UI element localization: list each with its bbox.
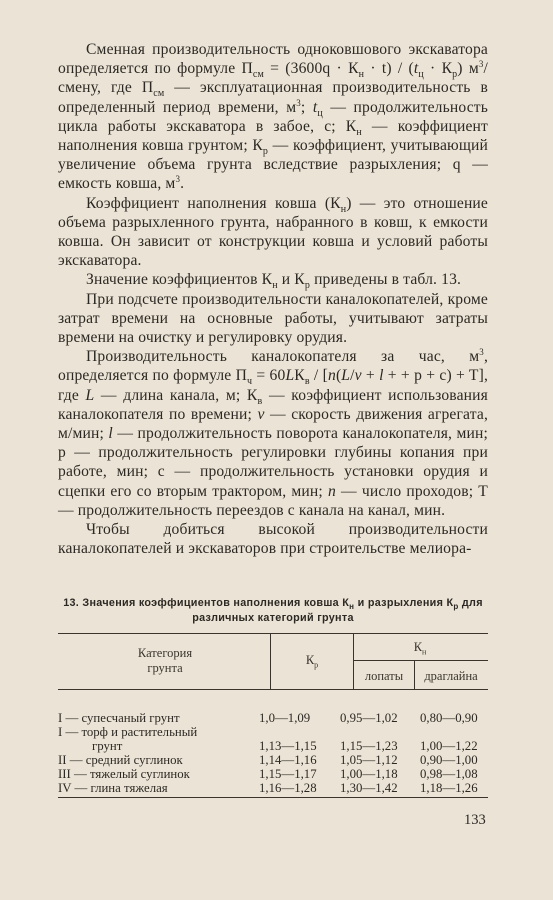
cell-category: I — супесчаный грунт — [58, 711, 180, 725]
cell-category: III — тяжелый суглинок — [58, 767, 190, 781]
cell-kp: 1,0—1,09 — [259, 711, 311, 725]
header-kp: $К_р$ — [305, 653, 319, 670]
table-bottom-rule — [58, 797, 488, 798]
body-text — [58, 40, 488, 558]
cell-shovel: 0,95—1,02 — [340, 711, 398, 725]
table-subheader-rule — [353, 660, 488, 661]
cell-kp: 1,15—1,17 — [259, 767, 317, 781]
cell-category: I — торф и растительный — [58, 725, 198, 739]
paragraph-trencher-time: При подсчете производительности каналокопателей, кроме затрат времени на основные работы, учитывают затраты времени на очистку и регулировку орудия. — [58, 290, 488, 347]
header-dragline: драглайна — [424, 669, 478, 683]
table-caption: 13. Значения коэффициентов наполнения ковша $К_н$ и разрыхления $К_р$ для различных категорий грунта — [63, 597, 483, 624]
cell-dragline: 1,00—1,22 — [420, 739, 478, 753]
table-row — [58, 753, 488, 768]
paragraph-continuation: Чтобы добиться высокой производительности каналокопателей и экскаваторов при строительстве мелиора- — [58, 521, 488, 558]
cell-shovel: 1,05—1,12 — [340, 753, 398, 767]
header-kn: $К_н$ — [413, 640, 427, 657]
table-row — [58, 781, 488, 796]
cell-shovel: 1,00—1,18 — [340, 767, 398, 781]
table-top-rule — [58, 633, 488, 634]
cell-dragline: 0,90—1,00 — [420, 753, 478, 767]
paragraph-table-reference: Значение коэффициентов $К_н$ и $К_р$ приведены в табл. 13. — [86, 271, 462, 292]
cell-dragline: 0,80—0,90 — [420, 711, 478, 725]
page-number: 133 — [464, 812, 486, 828]
cell-dragline: 1,18—1,26 — [420, 781, 478, 795]
table-row — [58, 725, 488, 740]
cell-shovel: 1,30—1,42 — [340, 781, 398, 795]
header-category: Категория грунта — [137, 646, 193, 675]
table-row — [58, 739, 488, 754]
cell-category: II — средний суглинок — [58, 753, 183, 767]
paragraph-fill-coefficient: Коэффициент наполнения ковша $(К_н)$ — это отношение объема разрыхленного грунта, набранного в ковш, к емкости ковша. Он зависит от конструкции ковша и условий работы экскаватора. — [58, 194, 488, 270]
table-vertical-rule — [270, 633, 271, 690]
cell-dragline: 0,98—1,08 — [420, 767, 478, 781]
table-header-bottom-rule — [58, 689, 488, 690]
cell-kp: 1,13—1,15 — [259, 739, 317, 753]
header-shovel: лопаты — [364, 669, 404, 683]
cell-category: IV — глина тяжелая — [58, 781, 168, 795]
cell-kp: 1,16—1,28 — [259, 781, 317, 795]
table-row — [58, 767, 488, 782]
cell-shovel: 1,15—1,23 — [340, 739, 398, 753]
paragraph-productivity-excavator: Сменная производительность одноковшового экскаватора определяется по формуле $П_{см} = (3600q \cdot К_н \cdot t) / (t_ц \cdot К_р)$ $м^3$/смену, где $П_{см}$ — эксплуатационная производительность в определенный период времени, $м^3$; $t_ц$ — продолжительность цикла работы экскаватора в забое, с; $К_н$ — коэффициент наполнения ковша грунтом; $К_р$ — коэффициент, учитывающий увеличение объема грунта вследствие разрыхления; q — емкость ковша, $м^3$. — [58, 41, 489, 193]
paragraph-trencher-formula: Производительность каналокопателя за час, $м^3$, определяется по формуле $П_ч = 60LК_в / [n(L/v + l$ + + p + c) + T], где L — длина канала, м; $К_в$ — коэффициент использования каналокопателя по времени; v — скорость движения агрегата, м/мин; l — продолжительность поворота каналокопателя, мин; р — продолжительность регулировки глубины копания при работе, мин; с — продолжительность установки орудия и сцепки его со вторым трактором, мин; n — число проходов; Т — продолжительность переездов с канала на канал, мин. — [58, 347, 488, 519]
cell-kp: 1,14—1,16 — [259, 753, 317, 767]
cell-category: грунт — [92, 739, 123, 753]
table-row — [58, 711, 488, 726]
